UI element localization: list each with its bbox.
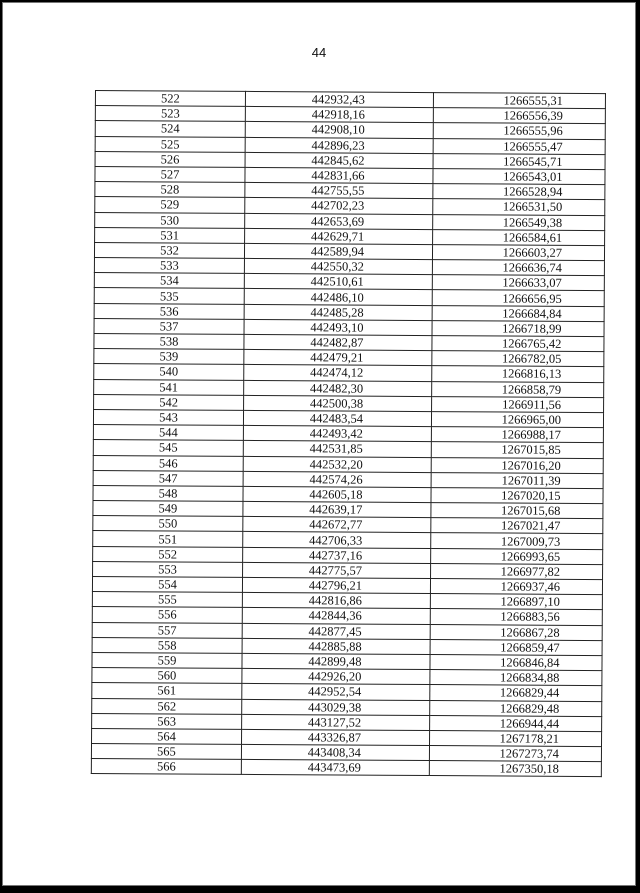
x-coordinate-cell: 442485,28: [244, 304, 432, 320]
point-number-cell: 538: [94, 333, 244, 349]
y-coordinate-cell: 1266944,44: [430, 715, 602, 731]
x-coordinate-cell: 442639,17: [243, 501, 431, 517]
x-coordinate-cell: 442483,54: [243, 410, 431, 426]
x-coordinate-cell: 442737,16: [243, 547, 431, 563]
point-number-cell: 541: [94, 379, 244, 395]
x-coordinate-cell: 442605,18: [243, 486, 431, 502]
point-number-cell: 552: [93, 546, 243, 562]
point-number-cell: 543: [93, 409, 243, 425]
x-coordinate-cell: 442629,71: [245, 228, 433, 244]
point-number-cell: 535: [94, 288, 244, 304]
y-coordinate-cell: 1267009,73: [431, 533, 603, 549]
y-coordinate-cell: 1266556,39: [433, 108, 605, 124]
point-number-cell: 560: [92, 668, 242, 684]
x-coordinate-cell: 442500,38: [244, 395, 432, 411]
x-coordinate-cell: 442816,86: [242, 593, 430, 609]
y-coordinate-cell: 1266897,10: [430, 594, 602, 610]
y-coordinate-cell: 1266555,47: [433, 138, 605, 154]
point-number-cell: 542: [94, 394, 244, 410]
x-coordinate-cell: 442702,23: [245, 198, 433, 214]
y-coordinate-cell: 1266858,79: [432, 381, 604, 397]
y-coordinate-cell: 1266782,05: [432, 351, 604, 367]
point-number-cell: 555: [92, 592, 242, 608]
x-coordinate-cell: 442486,10: [244, 289, 432, 305]
y-coordinate-cell: 1266656,95: [432, 290, 604, 306]
x-coordinate-cell: 443408,34: [241, 744, 429, 760]
point-number-cell: 547: [93, 470, 243, 486]
point-number-cell: 537: [94, 318, 244, 334]
coordinates-table-wrapper: [91, 90, 605, 778]
x-coordinate-cell: 442877,45: [242, 623, 430, 639]
x-coordinate-cell: 442672,77: [243, 517, 431, 533]
y-coordinate-cell: 1266859,47: [430, 639, 602, 655]
point-number-cell: 550: [93, 516, 243, 532]
x-coordinate-cell: 442896,23: [245, 137, 433, 153]
y-coordinate-cell: 1267015,85: [431, 442, 603, 458]
y-coordinate-cell: 1266555,96: [433, 123, 605, 139]
x-coordinate-cell: 442493,10: [244, 319, 432, 335]
point-number-cell: 532: [94, 242, 244, 258]
x-coordinate-cell: 442510,61: [244, 274, 432, 290]
x-coordinate-cell: 442796,21: [242, 577, 430, 593]
x-coordinate-cell: 442885,88: [242, 638, 430, 654]
x-coordinate-cell: 442531,85: [243, 441, 431, 457]
x-coordinate-cell: 442493,42: [243, 426, 431, 442]
point-number-cell: 528: [95, 182, 245, 198]
x-coordinate-cell: 442932,43: [245, 91, 433, 107]
x-coordinate-cell: 443127,52: [242, 714, 430, 730]
y-coordinate-cell: 1266528,94: [433, 184, 605, 200]
y-coordinate-cell: 1266846,84: [430, 654, 602, 670]
page-number: 44: [311, 45, 327, 60]
y-coordinate-cell: 1266977,82: [431, 563, 603, 579]
x-coordinate-cell: 442844,36: [242, 608, 430, 624]
point-number-cell: 554: [92, 576, 242, 592]
point-number-cell: 526: [95, 151, 245, 167]
point-number-cell: 558: [92, 637, 242, 653]
table-body: [91, 91, 605, 778]
x-coordinate-cell: 442532,20: [243, 456, 431, 472]
y-coordinate-cell: 1266911,56: [432, 396, 604, 412]
point-number-cell: 557: [92, 622, 242, 638]
x-coordinate-cell: 442589,94: [244, 243, 432, 259]
point-number-cell: 549: [93, 501, 243, 517]
point-number-cell: 539: [94, 349, 244, 365]
y-coordinate-cell: 1266937,46: [430, 579, 602, 595]
point-number-cell: 559: [92, 652, 242, 668]
point-number-cell: 531: [95, 227, 245, 243]
x-coordinate-cell: 442899,48: [242, 653, 430, 669]
y-coordinate-cell: 1266633,07: [432, 275, 604, 291]
x-coordinate-cell: 443029,38: [242, 699, 430, 715]
y-coordinate-cell: 1266883,56: [430, 609, 602, 625]
point-number-cell: 533: [94, 258, 244, 274]
point-number-cell: 530: [95, 212, 245, 228]
x-coordinate-cell: 442952,54: [242, 684, 430, 700]
y-coordinate-cell: 1266834,88: [430, 670, 602, 686]
x-coordinate-cell: 442831,66: [245, 167, 433, 183]
point-number-cell: 561: [92, 683, 242, 699]
x-coordinate-cell: 442775,57: [243, 562, 431, 578]
y-coordinate-cell: 1266765,42: [432, 336, 604, 352]
point-number-cell: 524: [95, 121, 245, 137]
x-coordinate-cell: 442474,12: [244, 365, 432, 381]
y-coordinate-cell: 1266543,01: [433, 169, 605, 185]
y-coordinate-cell: 1266993,65: [431, 548, 603, 564]
point-number-cell: 563: [92, 713, 242, 729]
point-number-cell: 545: [93, 440, 243, 456]
x-coordinate-cell: 442574,26: [243, 471, 431, 487]
x-coordinate-cell: 442908,10: [245, 122, 433, 138]
y-coordinate-cell: 1266988,17: [431, 427, 603, 443]
point-number-cell: 562: [92, 698, 242, 714]
y-coordinate-cell: 1266545,71: [433, 153, 605, 169]
y-coordinate-cell: 1266584,61: [433, 229, 605, 245]
coordinates-table: [91, 90, 606, 778]
y-coordinate-cell: 1267011,39: [431, 472, 603, 488]
y-coordinate-cell: 1267016,20: [431, 457, 603, 473]
y-coordinate-cell: 1266816,13: [432, 366, 604, 382]
point-number-cell: 527: [95, 166, 245, 182]
y-coordinate-cell: 1266718,99: [432, 320, 604, 336]
y-coordinate-cell: 1266555,31: [433, 93, 605, 109]
point-number-cell: 544: [93, 425, 243, 441]
point-number-cell: 529: [95, 197, 245, 213]
y-coordinate-cell: 1266636,74: [432, 260, 604, 276]
table-row: [91, 759, 601, 777]
point-number-cell: 525: [95, 136, 245, 152]
x-coordinate-cell: 442479,21: [244, 350, 432, 366]
y-coordinate-cell: 1267015,68: [431, 503, 603, 519]
point-number-cell: 556: [92, 607, 242, 623]
point-number-cell: 566: [91, 759, 241, 775]
x-coordinate-cell: 442918,16: [245, 107, 433, 123]
x-coordinate-cell: 443326,87: [242, 729, 430, 745]
x-coordinate-cell: 442845,62: [245, 152, 433, 168]
point-number-cell: 523: [95, 106, 245, 122]
x-coordinate-cell: 443473,69: [241, 760, 429, 776]
point-number-cell: 564: [92, 728, 242, 744]
y-coordinate-cell: 1267273,74: [429, 746, 601, 762]
point-number-cell: 522: [95, 91, 245, 107]
y-coordinate-cell: 1266867,28: [430, 624, 602, 640]
x-coordinate-cell: 442482,30: [244, 380, 432, 396]
y-coordinate-cell: 1266965,00: [431, 411, 603, 427]
y-coordinate-cell: 1266531,50: [433, 199, 605, 215]
x-coordinate-cell: 442550,32: [244, 258, 432, 274]
y-coordinate-cell: 1267020,15: [431, 487, 603, 503]
point-number-cell: 565: [91, 744, 241, 760]
x-coordinate-cell: 442755,55: [245, 183, 433, 199]
y-coordinate-cell: 1267021,47: [431, 518, 603, 534]
document-page: [2, 2, 636, 886]
y-coordinate-cell: 1266829,44: [430, 685, 602, 701]
x-coordinate-cell: 442482,87: [244, 334, 432, 350]
y-coordinate-cell: 1266549,38: [433, 214, 605, 230]
point-number-cell: 553: [93, 561, 243, 577]
x-coordinate-cell: 442653,69: [245, 213, 433, 229]
y-coordinate-cell: 1267178,21: [430, 730, 602, 746]
point-number-cell: 546: [93, 455, 243, 471]
point-number-cell: 540: [94, 364, 244, 380]
point-number-cell: 536: [94, 303, 244, 319]
y-coordinate-cell: 1266684,84: [432, 305, 604, 321]
y-coordinate-cell: 1266603,27: [432, 244, 604, 260]
point-number-cell: 534: [94, 273, 244, 289]
y-coordinate-cell: 1266829,48: [430, 700, 602, 716]
x-coordinate-cell: 442926,20: [242, 669, 430, 685]
point-number-cell: 551: [93, 531, 243, 547]
y-coordinate-cell: 1267350,18: [429, 761, 601, 777]
point-number-cell: 548: [93, 485, 243, 501]
x-coordinate-cell: 442706,33: [243, 532, 431, 548]
